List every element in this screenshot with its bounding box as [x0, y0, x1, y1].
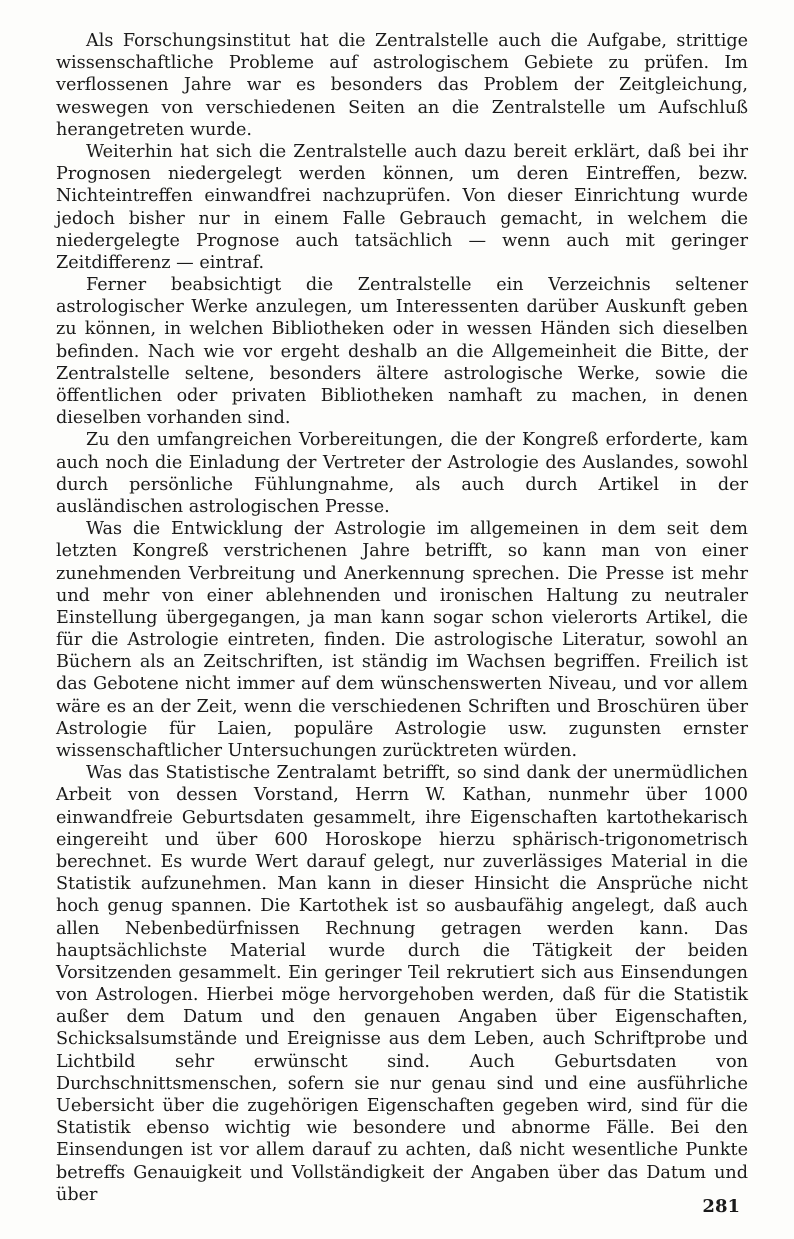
paragraph-rare-works-catalog: Ferner beabsichtigt die Zentralstelle ein Verzeichnis seltener astrologischer Werke anzulegen, um Interessenten darüber Auskunft geben zu können, in welchen Bibliotheken oder in wessen Händen sich dieselben befinden. Nach wie vor ergeht deshalb an die Allgemeinheit die Bitte, der Zentralstelle seltene, besonders ältere astrologische Werke, sowie die öffentlichen oder privaten Bibliotheken namhaft zu machen, in denen dieselben vorhanden sind. — [56, 275, 748, 429]
paragraph-statistical-office: Was das Statistische Zentralamt betrifft, so sind dank der unermüdlichen Arbeit von dessen Vorstand, Herrn W. Kathan, nunmehr über 1000 einwandfreie Geburtsdaten gesammelt, ihre Eigenschaften kartothekarisch eingereiht und über 600 Horoskope hierzu sphärisch-trigonometrisch berechnet. Es wurde Wert darauf gelegt, nur zuverlässiges Material in die Statistik aufzunehmen. Man kann in dieser Hinsicht die Ansprüche nicht hoch genug spannen. Die Kartothek ist so ausbaufähig angelegt, daß auch allen Nebenbedürfnissen Rechnung getragen werden kann. Das hauptsächlichste Material wurde durch die Tätigkeit der beiden Vorsitzenden gesammelt. Ein geringer Teil rekrutiert sich aus Einsendungen von Astrologen. Hierbei möge hervorgehoben werden, daß für die Statistik außer dem Datum und den genauen Angaben über Eigenschaften, Schicksalsumstände und Ereignisse aus dem Leben, auch Schriftprobe und Lichtbild sehr erwünscht sind. Auch Geburtsdaten von Durchschnittsmenschen, sofern sie nur genau sind und eine ausführliche Uebersicht über die zugehörigen Eigenschaften gegeben wird, sind für die Statistik ebenso wichtig wie besondere und abnorme Fälle. Bei den Einsendungen ist vor allem darauf zu achten, daß nicht wesentliche Punkte betreffs Genauigkeit und Vollständigkeit der Angaben über das Datum und über — [56, 763, 748, 1205]
paragraph-congress-preparations: Zu den umfangreichen Vorbereitungen, die der Kongreß erforderte, kam auch noch die Einladung der Vertreter der Astrologie des Auslandes, sowohl durch persönliche Fühlungnahme, als auch durch Artikel in der ausländischen astrologischen Presse. — [56, 430, 748, 517]
paragraph-research-institute: Als Forschungsinstitut hat die Zentralstelle auch die Aufgabe, strittige wissenschaftliche Probleme auf astrologischem Gebiete zu prüfen. Im verflossenen Jahre war es besonders das Problem der Zeitgleichung, weswegen von verschiedenen Seiten an die Zentralstelle um Aufschluß herangetreten wurde. — [56, 31, 748, 140]
page-number: 281 — [702, 1196, 740, 1217]
body-text — [56, 30, 748, 1206]
paragraph-prognoses: Weiterhin hat sich die Zentralstelle auch dazu bereit erklärt, daß bei ihr Prognosen niedergelegt werden können, um deren Eintreffen, bezw. Nichteintreffen einwandfrei nachzuprüfen. Von dieser Einrichtung wurde jedoch bisher nur in einem Falle Gebrauch gemacht, in welchem die niedergelegte Prognose auch tatsächlich — wenn auch mit geringer Zeitdifferenz — eintraf. — [56, 141, 748, 273]
paragraph-astrology-development: Was die Entwicklung der Astrologie im allgemeinen in dem seit dem letzten Kongreß verstrichenen Jahre betrifft, so kann man von einer zunehmenden Verbreitung und Anerkennung sprechen. Die Presse ist mehr und mehr von einer ablehnenden und ironischen Haltung zu neutraler Einstellung übergegangen, ja man kann sogar schon vielerorts Artikel, die für die Astrologie eintreten, finden. Die astrologische Literatur, sowohl an Büchern als an Zeitschriften, ist ständig im Wachsen begriffen. Freilich ist das Gebotene nicht immer auf dem wünschenswerten Niveau, und vor allem wäre es an der Zeit, wenn die verschiedenen Schriften und Broschüren über Astrologie für Laien, populäre Astrologie usw. zugunsten ernster wissenschaftlicher Untersuchungen zurücktreten würden. — [56, 519, 748, 761]
